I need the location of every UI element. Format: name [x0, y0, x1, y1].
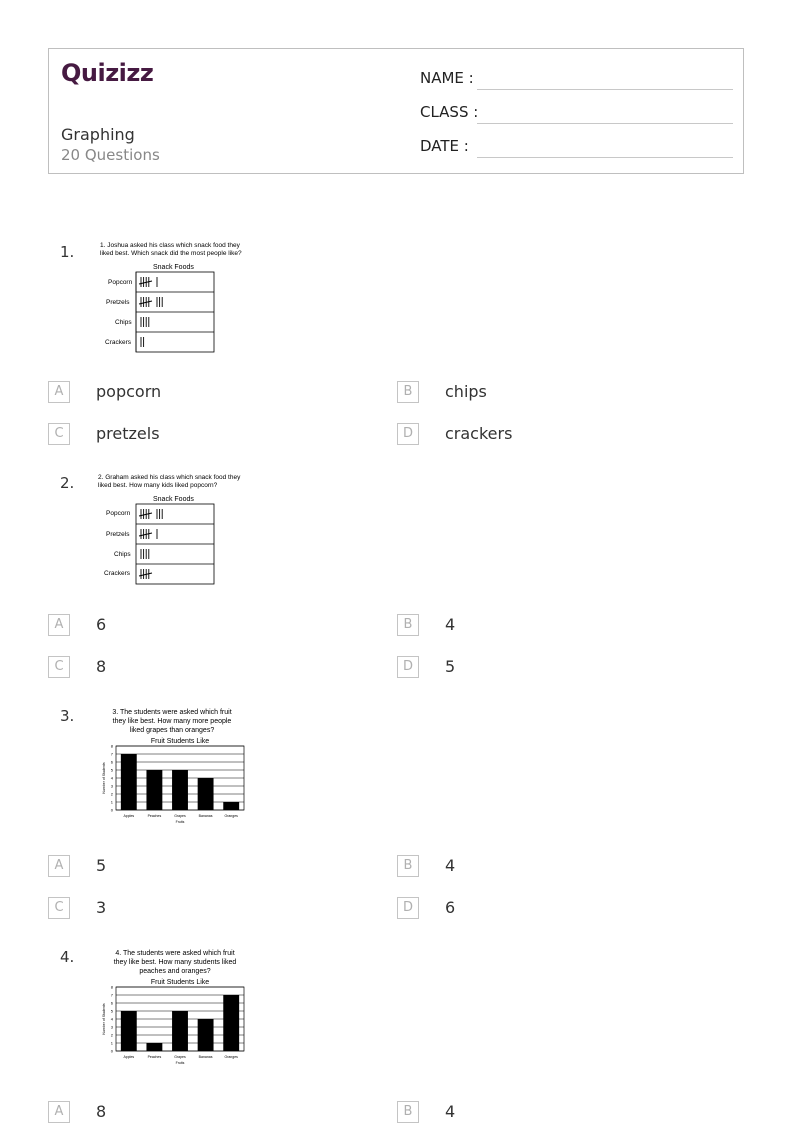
y-tick-label: 5 [110, 1008, 113, 1014]
bar [121, 1011, 137, 1051]
question-number: 2. [60, 474, 75, 492]
y-tick-label: 3 [110, 783, 113, 789]
option-text: chips [445, 382, 487, 401]
y-tick-label: 6 [110, 759, 113, 765]
bar [121, 754, 137, 810]
option-letter: C [48, 423, 70, 445]
bar [198, 778, 214, 810]
date-line[interactable] [477, 157, 733, 158]
option-text: popcorn [96, 382, 162, 401]
x-tick-label: Grapes [174, 1055, 186, 1059]
option-text: pretzels [96, 424, 160, 443]
row-label: Popcorn [108, 279, 133, 286]
row-label: Pretzels [106, 531, 130, 538]
y-tick-label: 8 [110, 743, 113, 749]
question-prompt: 1. Joshua asked his class which snack food they liked best. Which snack did the most people like? [100, 242, 242, 257]
x-axis-label: Fruits [175, 1061, 185, 1065]
x-tick-label: Apples [123, 1055, 135, 1059]
row-label: Pretzels [106, 299, 130, 306]
option-text: 5 [96, 856, 107, 875]
x-tick-label: Peaches [147, 1055, 162, 1059]
bar [223, 995, 239, 1051]
option-letter: A [48, 855, 70, 877]
option-text: 4 [445, 1102, 456, 1121]
bar [172, 1011, 188, 1051]
x-tick-label: Bananas [198, 814, 213, 818]
option-letter: B [397, 381, 419, 403]
option-letter: A [48, 381, 70, 403]
worksheet-header [48, 48, 744, 174]
x-tick-label: Bananas [198, 1055, 213, 1059]
question-prompt: 4. The students were asked which fruit they like best. How many students liked peaches and oranges? [113, 950, 237, 975]
question-number: 1. [60, 243, 75, 261]
y-tick-label: 2 [110, 791, 113, 797]
row-label: Popcorn [106, 510, 131, 517]
table-title: Snack Foods [153, 496, 194, 503]
quizizz-logo: Quizizz [61, 59, 154, 87]
name-label: NAME : [420, 69, 474, 87]
bar [172, 770, 188, 810]
question-count: 20 Questions [61, 146, 160, 164]
option-letter: C [48, 656, 70, 678]
option-text: 4 [445, 615, 456, 634]
option-text: crackers [445, 424, 513, 443]
chart-title: Fruit Students Like [150, 979, 210, 986]
y-tick-label: 4 [110, 1016, 113, 1022]
class-line[interactable] [477, 123, 733, 124]
row-label: Chips [114, 551, 131, 558]
bar-chart [100, 977, 260, 1073]
row-label: Crackers [104, 570, 131, 577]
y-tick-label: 1 [110, 1040, 113, 1046]
y-tick-label: 5 [110, 767, 113, 773]
bar [146, 1043, 162, 1051]
question-1-image [100, 242, 260, 354]
y-axis-label: Number of Students [102, 762, 106, 794]
x-tick-label: Oranges [224, 1055, 238, 1059]
date-label: DATE : [420, 137, 469, 155]
question-3-image [100, 708, 260, 832]
y-tick-label: 3 [110, 1024, 113, 1030]
bar [223, 802, 239, 810]
y-axis-label: Number of Students [102, 1003, 106, 1035]
option-text: 6 [96, 615, 107, 634]
y-tick-label: 4 [110, 775, 113, 781]
y-tick-label: 0 [110, 807, 113, 813]
y-tick-label: 6 [110, 1000, 113, 1006]
option-text: 8 [96, 1102, 107, 1121]
name-line[interactable] [477, 89, 733, 90]
option-letter: B [397, 1101, 419, 1123]
row-label: Crackers [105, 339, 132, 346]
y-tick-label: 7 [110, 992, 113, 998]
option-letter: C [48, 897, 70, 919]
row-label: Chips [115, 319, 132, 326]
x-tick-label: Grapes [174, 814, 186, 818]
x-tick-label: Peaches [147, 814, 162, 818]
option-letter: B [397, 855, 419, 877]
question-2-image [98, 474, 258, 586]
option-letter: D [397, 897, 419, 919]
worksheet-title: Graphing [61, 125, 135, 144]
y-tick-label: 1 [110, 799, 113, 805]
bar [198, 1019, 214, 1051]
question-4-image [100, 949, 260, 1073]
bar [146, 770, 162, 810]
x-tick-label: Apples [123, 814, 135, 818]
option-letter: B [397, 614, 419, 636]
tally-marks [138, 504, 208, 584]
table-title: Snack Foods [153, 264, 194, 271]
tally-marks [138, 272, 208, 352]
option-letter: D [397, 656, 419, 678]
question-prompt: 2. Graham asked his class which snack food they liked best. How many kids liked popcorn? [98, 474, 241, 489]
bar-chart [100, 736, 260, 832]
option-text: 4 [445, 856, 456, 875]
option-text: 5 [445, 657, 456, 676]
y-tick-label: 7 [110, 751, 113, 757]
x-tick-label: Oranges [224, 814, 238, 818]
question-number: 3. [60, 707, 75, 725]
x-axis-label: Fruits [175, 820, 185, 824]
y-tick-label: 8 [110, 984, 113, 990]
option-letter: D [397, 423, 419, 445]
option-letter: A [48, 614, 70, 636]
y-tick-label: 2 [110, 1032, 113, 1038]
option-letter: A [48, 1101, 70, 1123]
question-prompt: 3. The students were asked which fruit they like best. How many more people liked grapes than oranges? [112, 709, 232, 734]
class-label: CLASS : [420, 103, 479, 121]
option-text: 6 [445, 898, 456, 917]
y-tick-label: 0 [110, 1048, 113, 1054]
option-text: 8 [96, 657, 107, 676]
option-text: 3 [96, 898, 107, 917]
chart-title: Fruit Students Like [150, 738, 210, 745]
question-number: 4. [60, 948, 75, 966]
